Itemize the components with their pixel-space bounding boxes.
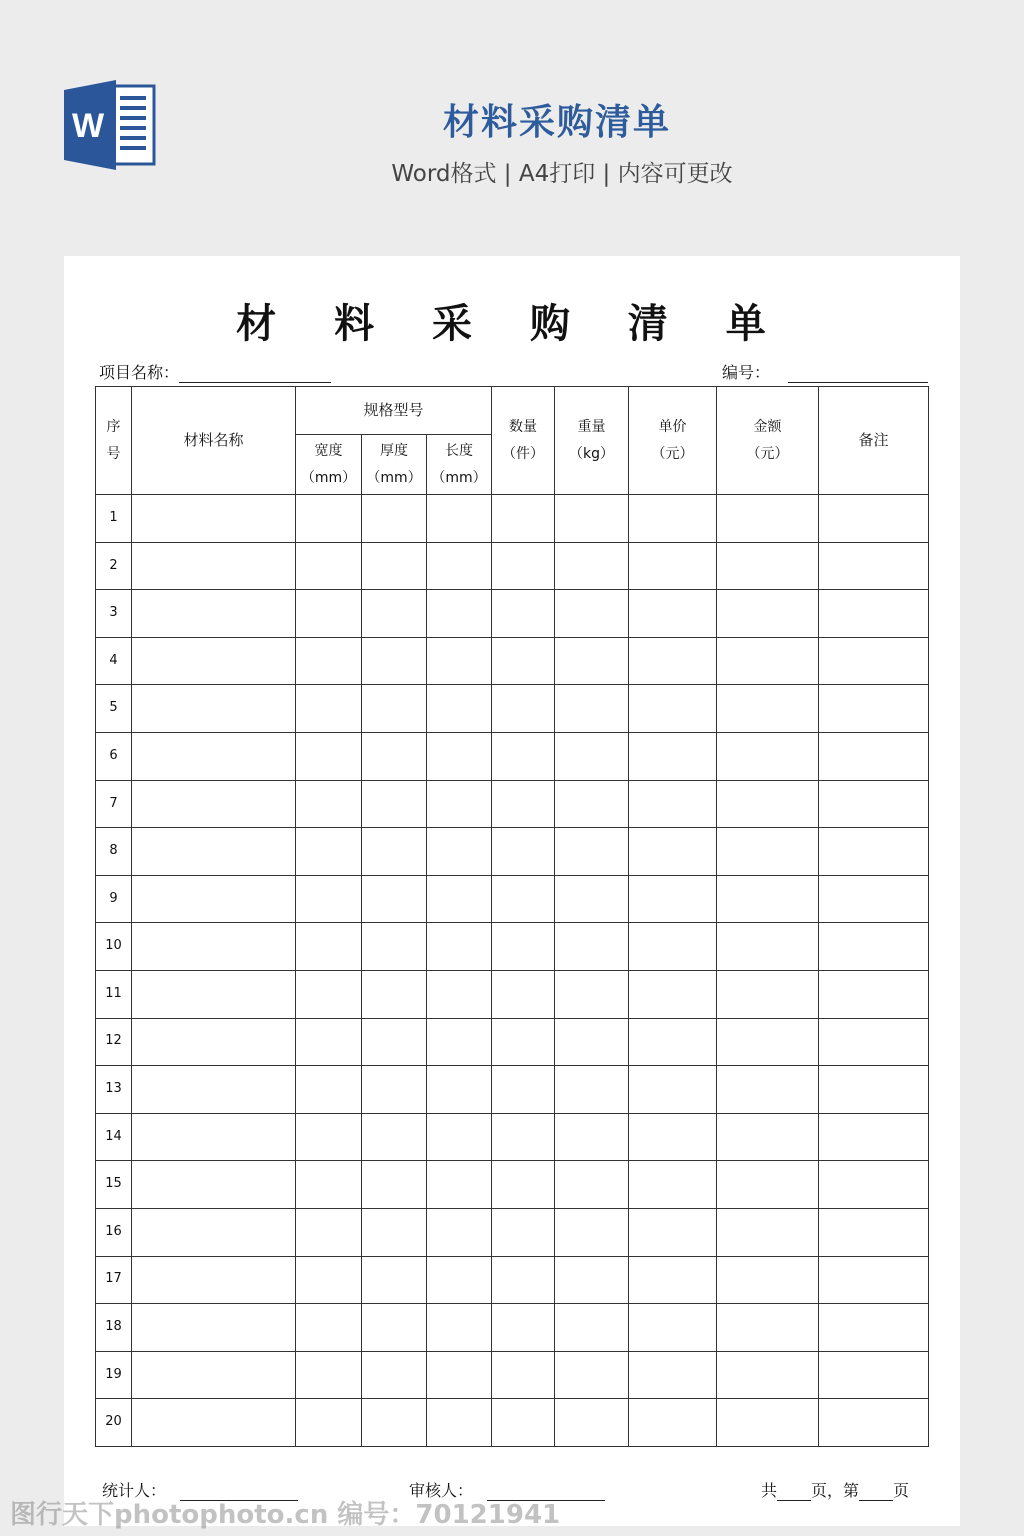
- table-cell[interactable]: [427, 1113, 492, 1161]
- table-cell[interactable]: [362, 875, 427, 923]
- table-cell[interactable]: [717, 923, 819, 971]
- table-cell[interactable]: [492, 780, 555, 828]
- table-cell[interactable]: [629, 590, 717, 638]
- table-row: [96, 732, 929, 780]
- table-cell[interactable]: [296, 1018, 362, 1066]
- table-cell[interactable]: [629, 875, 717, 923]
- table-cell[interactable]: [555, 1161, 629, 1209]
- table-cell[interactable]: [492, 590, 555, 638]
- number-blank: [788, 365, 928, 383]
- table-cell[interactable]: [492, 637, 555, 685]
- header-length: 长度 （mm）: [427, 435, 492, 495]
- table-cell[interactable]: [427, 685, 492, 733]
- table-cell[interactable]: [492, 495, 555, 543]
- table-row: [96, 685, 929, 733]
- row-number: 16: [96, 1208, 132, 1256]
- table-cell[interactable]: [362, 542, 427, 590]
- row-number: 5: [96, 685, 132, 733]
- table-row: [96, 1351, 929, 1399]
- row-number: 3: [96, 590, 132, 638]
- banner-title: 材料采购清单: [442, 102, 671, 143]
- table-cell[interactable]: [132, 542, 296, 590]
- row-number: 8: [96, 828, 132, 876]
- table-cell[interactable]: [492, 923, 555, 971]
- pages-suffix: 页: [893, 1481, 910, 1500]
- table-cell[interactable]: [132, 1208, 296, 1256]
- table-cell[interactable]: [555, 1113, 629, 1161]
- table-cell[interactable]: [296, 1304, 362, 1352]
- table-cell[interactable]: [362, 1161, 427, 1209]
- table-cell[interactable]: [629, 1256, 717, 1304]
- table-cell[interactable]: [819, 1208, 929, 1256]
- table-row: [96, 1113, 929, 1161]
- table-cell[interactable]: [819, 1161, 929, 1209]
- table-cell[interactable]: [717, 875, 819, 923]
- table-cell[interactable]: [629, 1113, 717, 1161]
- project-name-blank: [179, 365, 331, 383]
- header-thickness: 厚度 （mm）: [362, 435, 427, 495]
- table-cell[interactable]: [629, 828, 717, 876]
- table-cell[interactable]: [132, 637, 296, 685]
- table-cell[interactable]: [427, 780, 492, 828]
- table-cell[interactable]: [555, 875, 629, 923]
- table-cell[interactable]: [296, 732, 362, 780]
- table-cell[interactable]: [296, 1256, 362, 1304]
- table-cell[interactable]: [362, 1208, 427, 1256]
- table-cell[interactable]: [819, 1066, 929, 1114]
- table-cell[interactable]: [362, 732, 427, 780]
- number-label: 编号：: [722, 363, 771, 382]
- table-cell[interactable]: [717, 1018, 819, 1066]
- table-row: [96, 1304, 929, 1352]
- table-cell[interactable]: [555, 1066, 629, 1114]
- table-cell[interactable]: [717, 1304, 819, 1352]
- table-cell[interactable]: [296, 542, 362, 590]
- table-cell[interactable]: [362, 637, 427, 685]
- table-cell[interactable]: [427, 495, 492, 543]
- table-cell[interactable]: [362, 1018, 427, 1066]
- table-cell[interactable]: [132, 685, 296, 733]
- table-cell[interactable]: [132, 923, 296, 971]
- table-cell[interactable]: [492, 875, 555, 923]
- table-cell[interactable]: [629, 970, 717, 1018]
- table-cell[interactable]: [132, 1304, 296, 1352]
- table-cell[interactable]: [132, 1351, 296, 1399]
- table-cell[interactable]: [362, 590, 427, 638]
- table-row: [96, 970, 929, 1018]
- table-cell[interactable]: [427, 590, 492, 638]
- table-cell[interactable]: [629, 637, 717, 685]
- word-logo-letter: W: [71, 107, 105, 145]
- table-cell[interactable]: [819, 637, 929, 685]
- table-row: [96, 1399, 929, 1447]
- table-cell[interactable]: [427, 1256, 492, 1304]
- purchase-table: [95, 386, 929, 1447]
- table-cell[interactable]: [717, 1256, 819, 1304]
- table-cell[interactable]: [555, 1208, 629, 1256]
- table-cell[interactable]: [555, 1304, 629, 1352]
- table-cell[interactable]: [492, 1113, 555, 1161]
- table-cell[interactable]: [819, 1018, 929, 1066]
- row-number: 1: [96, 495, 132, 543]
- table-row: [96, 923, 929, 971]
- table-cell[interactable]: [132, 1066, 296, 1114]
- table-cell[interactable]: [717, 970, 819, 1018]
- table-cell[interactable]: [132, 1399, 296, 1447]
- page-current-blank: [859, 1483, 893, 1501]
- table-row: [96, 780, 929, 828]
- table-cell[interactable]: [819, 1113, 929, 1161]
- table-cell[interactable]: [492, 828, 555, 876]
- table-cell[interactable]: [427, 1208, 492, 1256]
- row-number: 14: [96, 1113, 132, 1161]
- table-row: [96, 1161, 929, 1209]
- table-cell[interactable]: [296, 495, 362, 543]
- table-cell[interactable]: [555, 1399, 629, 1447]
- page-count-field: [761, 1478, 909, 1501]
- number-field: [722, 360, 928, 383]
- table-cell[interactable]: [296, 685, 362, 733]
- table-cell[interactable]: [555, 970, 629, 1018]
- statistician-label: 统计人：: [102, 1481, 167, 1500]
- row-number: 13: [96, 1066, 132, 1114]
- pages-total-prefix: 共: [761, 1481, 778, 1500]
- table-cell[interactable]: [427, 1066, 492, 1114]
- table-cell[interactable]: [819, 1351, 929, 1399]
- table-cell[interactable]: [819, 1304, 929, 1352]
- row-number: 7: [96, 780, 132, 828]
- table-cell[interactable]: [296, 1351, 362, 1399]
- table-cell[interactable]: [296, 923, 362, 971]
- table-cell[interactable]: [427, 828, 492, 876]
- table-cell[interactable]: [362, 685, 427, 733]
- table-cell[interactable]: [427, 1351, 492, 1399]
- table-cell[interactable]: [819, 923, 929, 971]
- header-weight: 重量 （kg）: [555, 387, 629, 495]
- row-number: 4: [96, 637, 132, 685]
- table-cell[interactable]: [362, 1351, 427, 1399]
- table-cell[interactable]: [427, 923, 492, 971]
- table-cell[interactable]: [362, 1399, 427, 1447]
- table-cell[interactable]: [629, 1399, 717, 1447]
- row-number: 17: [96, 1256, 132, 1304]
- table-cell[interactable]: [132, 1113, 296, 1161]
- header-quantity: 数量 （件）: [492, 387, 555, 495]
- table-cell[interactable]: [362, 923, 427, 971]
- table-cell[interactable]: [132, 1018, 296, 1066]
- table-cell[interactable]: [819, 970, 929, 1018]
- row-number: 10: [96, 923, 132, 971]
- table-cell[interactable]: [296, 828, 362, 876]
- table-row: [96, 1066, 929, 1114]
- table-cell[interactable]: [819, 828, 929, 876]
- row-number: 2: [96, 542, 132, 590]
- header-material-name: 材料名称: [132, 387, 296, 495]
- header-remarks: 备注: [819, 387, 929, 495]
- table-cell[interactable]: [717, 637, 819, 685]
- project-name-field: [99, 360, 331, 383]
- table-cell[interactable]: [819, 495, 929, 543]
- table-cell[interactable]: [819, 1256, 929, 1304]
- table-cell[interactable]: [296, 970, 362, 1018]
- table-cell[interactable]: [492, 542, 555, 590]
- table-cell[interactable]: [629, 732, 717, 780]
- row-number: 18: [96, 1304, 132, 1352]
- table-cell[interactable]: [296, 1399, 362, 1447]
- header-seq: 序 号: [96, 387, 132, 495]
- header-width: 宽度 （mm）: [296, 435, 362, 495]
- table-cell[interactable]: [555, 1018, 629, 1066]
- table-cell[interactable]: [427, 1304, 492, 1352]
- table-cell[interactable]: [132, 780, 296, 828]
- table-row: [96, 1208, 929, 1256]
- table-cell[interactable]: [132, 875, 296, 923]
- table-cell[interactable]: [362, 1304, 427, 1352]
- table-cell[interactable]: [717, 828, 819, 876]
- table-cell[interactable]: [492, 1208, 555, 1256]
- document-page: [64, 256, 960, 1526]
- pages-mid: 页，第: [811, 1481, 860, 1500]
- table-cell[interactable]: [132, 970, 296, 1018]
- table-cell[interactable]: [296, 1113, 362, 1161]
- table-cell[interactable]: [555, 542, 629, 590]
- table-cell[interactable]: [427, 1161, 492, 1209]
- row-number: 19: [96, 1351, 132, 1399]
- table-cell[interactable]: [555, 732, 629, 780]
- table-cell[interactable]: [296, 590, 362, 638]
- table-row: [96, 1018, 929, 1066]
- table-cell[interactable]: [819, 590, 929, 638]
- table-cell[interactable]: [492, 1018, 555, 1066]
- table-row: [96, 590, 929, 638]
- table-cell[interactable]: [555, 685, 629, 733]
- table-cell[interactable]: [819, 542, 929, 590]
- table-cell[interactable]: [362, 495, 427, 543]
- header-unit-price: 单价 （元）: [629, 387, 717, 495]
- header-spec: 规格型号: [296, 387, 492, 435]
- table-cell[interactable]: [555, 495, 629, 543]
- table-row: [96, 495, 929, 543]
- table-cell[interactable]: [819, 780, 929, 828]
- table-cell[interactable]: [427, 1018, 492, 1066]
- table-cell[interactable]: [717, 780, 819, 828]
- table-body: [96, 495, 929, 1447]
- pages-total-blank: [777, 1483, 811, 1501]
- row-number: 20: [96, 1399, 132, 1447]
- table-cell[interactable]: [362, 1113, 427, 1161]
- table-cell[interactable]: [717, 542, 819, 590]
- table-cell[interactable]: [819, 732, 929, 780]
- table-cell[interactable]: [427, 970, 492, 1018]
- row-number: 15: [96, 1161, 132, 1209]
- table-row: [96, 542, 929, 590]
- table-cell[interactable]: [629, 780, 717, 828]
- table-cell[interactable]: [296, 875, 362, 923]
- table-cell[interactable]: [492, 970, 555, 1018]
- table-cell[interactable]: [492, 732, 555, 780]
- table-cell[interactable]: [492, 1351, 555, 1399]
- project-name-label: 项目名称：: [99, 363, 180, 382]
- table-cell[interactable]: [819, 875, 929, 923]
- table-cell[interactable]: [132, 495, 296, 543]
- table-cell[interactable]: [629, 1161, 717, 1209]
- table-cell[interactable]: [717, 1161, 819, 1209]
- table-cell[interactable]: [717, 1066, 819, 1114]
- table-cell[interactable]: [492, 1256, 555, 1304]
- watermark: 图行天下photophoto.cn 编号：70121941: [10, 1500, 561, 1530]
- table-cell[interactable]: [555, 923, 629, 971]
- table-cell[interactable]: [629, 1351, 717, 1399]
- table-cell[interactable]: [555, 1351, 629, 1399]
- table-cell[interactable]: [717, 685, 819, 733]
- table-cell[interactable]: [296, 1066, 362, 1114]
- header-amount: 金额 （元）: [717, 387, 819, 495]
- table-cell[interactable]: [492, 1399, 555, 1447]
- table-cell[interactable]: [819, 685, 929, 733]
- banner: [0, 0, 1024, 240]
- table-cell[interactable]: [819, 1399, 929, 1447]
- table-cell[interactable]: [296, 780, 362, 828]
- table-cell[interactable]: [362, 780, 427, 828]
- table-cell[interactable]: [296, 1161, 362, 1209]
- table-cell[interactable]: [427, 875, 492, 923]
- table-cell[interactable]: [132, 1161, 296, 1209]
- table-cell[interactable]: [132, 732, 296, 780]
- table-cell[interactable]: [629, 923, 717, 971]
- table-cell[interactable]: [629, 1018, 717, 1066]
- table-cell[interactable]: [629, 542, 717, 590]
- table-cell[interactable]: [362, 970, 427, 1018]
- table-cell[interactable]: [492, 1161, 555, 1209]
- table-cell[interactable]: [629, 1066, 717, 1114]
- table-cell[interactable]: [427, 542, 492, 590]
- table-cell[interactable]: [362, 828, 427, 876]
- table-cell[interactable]: [555, 828, 629, 876]
- table-cell[interactable]: [132, 828, 296, 876]
- table-cell[interactable]: [717, 590, 819, 638]
- table-cell[interactable]: [492, 1304, 555, 1352]
- table-cell[interactable]: [717, 1399, 819, 1447]
- banner-subtitle: Word格式 | A4打印 | 内容可更改: [391, 161, 733, 187]
- table-cell[interactable]: [555, 780, 629, 828]
- table-cell[interactable]: [629, 1208, 717, 1256]
- table-cell[interactable]: [362, 1256, 427, 1304]
- table-row: [96, 828, 929, 876]
- table-cell[interactable]: [717, 1208, 819, 1256]
- reviewer-label: 审核人：: [409, 1481, 474, 1500]
- table-row: [96, 875, 929, 923]
- table-cell[interactable]: [427, 637, 492, 685]
- table-cell[interactable]: [492, 685, 555, 733]
- table-cell[interactable]: [555, 1256, 629, 1304]
- table-cell[interactable]: [427, 732, 492, 780]
- table-cell[interactable]: [132, 590, 296, 638]
- table-cell[interactable]: [296, 1208, 362, 1256]
- table-cell[interactable]: [717, 1351, 819, 1399]
- table-cell[interactable]: [492, 1066, 555, 1114]
- table-row: [96, 637, 929, 685]
- table-cell[interactable]: [427, 1399, 492, 1447]
- table-cell[interactable]: [132, 1256, 296, 1304]
- document-title: 材 料 采 购 清 单: [236, 300, 788, 347]
- table-row: [96, 1256, 929, 1304]
- table-cell[interactable]: [629, 1304, 717, 1352]
- table-cell[interactable]: [296, 637, 362, 685]
- table-cell[interactable]: [555, 637, 629, 685]
- table-cell[interactable]: [717, 732, 819, 780]
- row-number: 9: [96, 875, 132, 923]
- row-number: 6: [96, 732, 132, 780]
- table-cell[interactable]: [629, 685, 717, 733]
- table-cell[interactable]: [555, 590, 629, 638]
- table-cell[interactable]: [717, 495, 819, 543]
- table-cell[interactable]: [629, 495, 717, 543]
- row-number: 11: [96, 970, 132, 1018]
- table-cell[interactable]: [362, 1066, 427, 1114]
- table-cell[interactable]: [717, 1113, 819, 1161]
- row-number: 12: [96, 1018, 132, 1066]
